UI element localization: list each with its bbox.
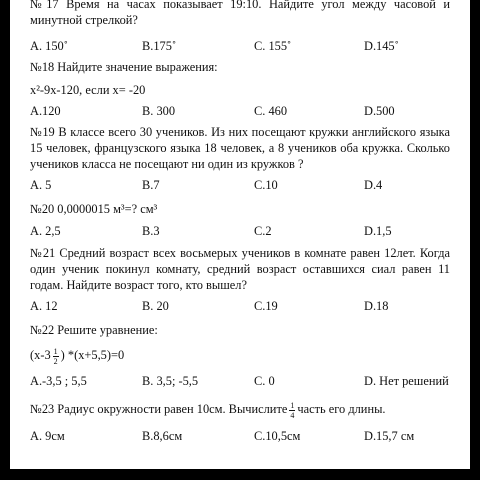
fraction-denominator: 2 — [53, 356, 58, 366]
option-b: B. 20 — [142, 299, 169, 313]
option-a: A. 9см — [30, 429, 65, 443]
option-d: D.15,7 см — [364, 429, 415, 443]
worksheet-page — [10, 0, 470, 469]
option-a: A. 2,5 — [30, 224, 61, 238]
question-17-options — [30, 38, 460, 54]
option-b: B.7 — [142, 178, 160, 192]
option-b: B.175˚ — [142, 39, 177, 53]
option-a: A. 5 — [30, 178, 52, 192]
option-a: A.-3,5 ; 5,5 — [30, 374, 87, 388]
question-18-options — [30, 103, 460, 119]
question-22-options — [30, 373, 460, 389]
fraction-denominator: 4 — [290, 410, 295, 420]
option-c: C. 155˚ — [254, 39, 292, 53]
option-b: B. 300 — [142, 104, 176, 118]
fraction-numerator: 1 — [53, 346, 58, 356]
question-23-text — [30, 398, 450, 420]
option-b: B. 3,5; -5,5 — [142, 374, 199, 388]
option-d: D.1,5 — [364, 224, 392, 238]
question-23-lead: №23 Радиус окружности равен 10см. Вычислите — [30, 402, 288, 416]
option-c: C.2 — [254, 224, 272, 238]
question-18-text: №18 Найдите значение выражения: — [30, 60, 218, 74]
question-19-text: №19 В классе всего 30 учеников. Из них посещают кружки английского языка 15 человек, французского языка 18 человек, а 8 учеников оба кружка. Сколько учеников класса не посещают ни один из кружков ? — [30, 125, 450, 171]
option-c: C. 0 — [254, 374, 275, 388]
question-21-text: №21 Средний возраст всех восьмерых учеников в комнате равен 12лет. Когда один ученик покинул комнату, средний возраст оставшихся сиал равен 11 годам. Найдите возраст того, кто вышел? — [30, 246, 450, 292]
option-a: A.120 — [30, 104, 61, 118]
option-d: D.500 — [364, 104, 395, 118]
fraction-numerator: 1 — [290, 400, 295, 410]
option-d: D.145˚ — [364, 39, 399, 53]
question-23-tail: часть его длины. — [297, 402, 386, 416]
option-c: C. 460 — [254, 104, 288, 118]
question-20-options — [30, 223, 460, 239]
question-18-expression: x²-9x-120, если x= -20 — [30, 83, 146, 97]
equation-right: ) *(x+5,5)=0 — [60, 348, 125, 362]
option-b: B.8,6см — [142, 429, 183, 443]
option-d: D.18 — [364, 299, 389, 313]
option-d: D. Нет решений — [364, 374, 449, 388]
option-d: D.4 — [364, 178, 383, 192]
question-22-equation — [30, 344, 450, 366]
option-b: B.3 — [142, 224, 160, 238]
question-22-text: №22 Решите уравнение: — [30, 323, 158, 337]
fraction-one-half — [53, 347, 59, 366]
question-19-options — [30, 177, 460, 193]
fraction-one-quarter — [289, 401, 295, 420]
option-c: C.10,5см — [254, 429, 301, 443]
question-23-options — [30, 428, 460, 444]
question-17-text: №17 Время на часах показывает 19:10. Найдите угол между часовой и минутной стрелкой? — [30, 0, 450, 27]
option-c: C.10 — [254, 178, 278, 192]
question-20-text: №20 0,0000015 м³=? см³ — [30, 202, 158, 216]
option-c: C.19 — [254, 299, 278, 313]
equation-left: (x-3 — [30, 348, 51, 362]
question-21-options — [30, 298, 460, 314]
option-a: A. 150˚ — [30, 39, 68, 53]
option-a: A. 12 — [30, 299, 58, 313]
